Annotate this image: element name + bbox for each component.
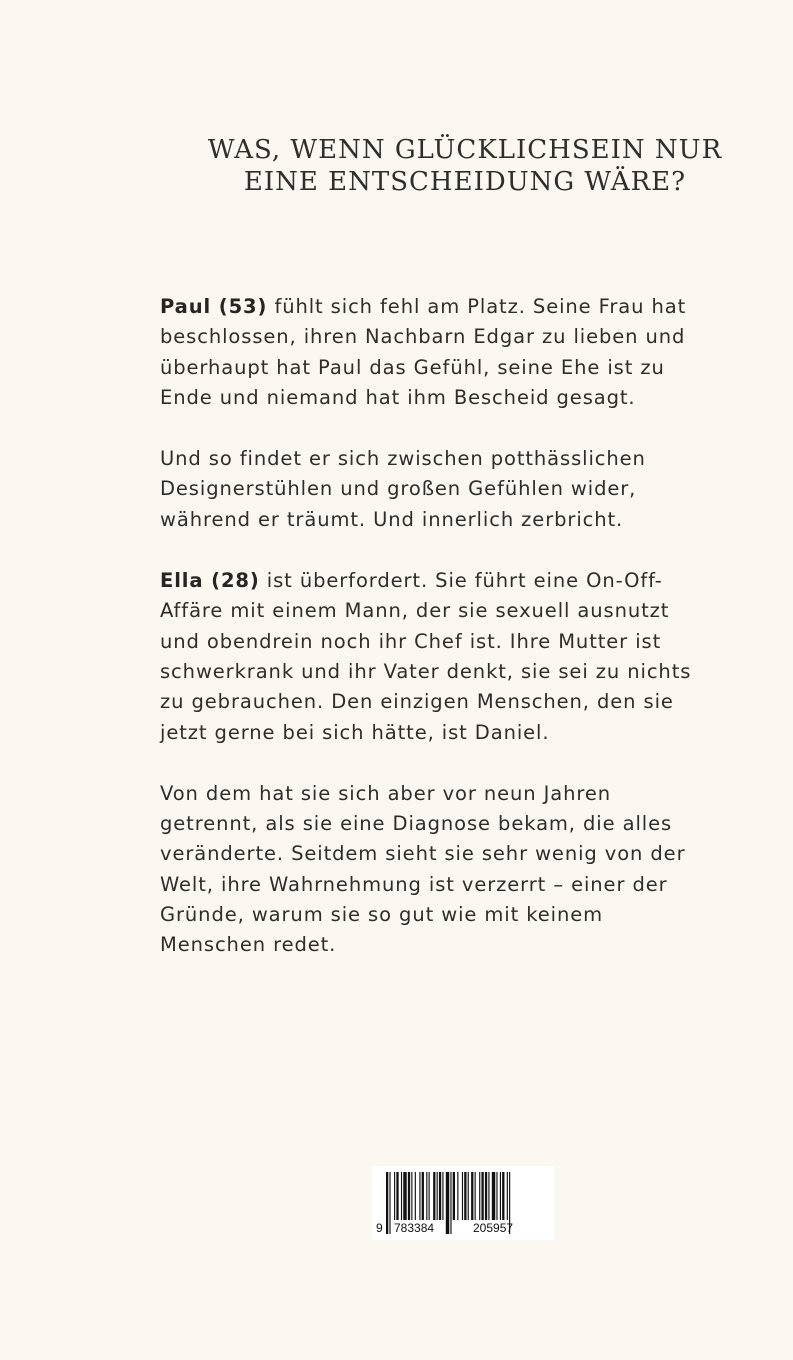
paragraph-line: beschlossen, ihren Nachbarn Edgar zu lieben und [160,325,686,349]
blurb-text [160,292,770,992]
barcode-first-digit: 9 [376,1221,383,1235]
paragraph-paul-feelings [160,444,770,535]
paragraph-ella [160,566,770,748]
paragraph-line: Welt, ihre Wahrnehmung ist verzerrt – einer der [160,872,668,896]
character-name-paul: Paul (53) [160,295,268,318]
character-name-ella: Ella (28) [160,569,260,593]
paragraph-paul [160,292,770,413]
paragraph-line: jetzt gerne bei sich hätte, ist Daniel. [160,720,550,744]
paragraph-line: Menschen redet. [160,933,337,957]
paragraph-line: Ella (28) ist überfordert. Sie führt eine On-Off- [160,569,663,593]
paragraph-line: Gründe, warum sie so gut wie mit keinem [160,903,604,927]
paragraph-line: und obendrein noch ihr Chef ist. Ihre Mutter ist [160,629,662,653]
barcode-right-digits: 205957 [473,1221,514,1235]
paragraph-line: zu gebrauchen. Den einzigen Menschen, den sie [160,690,674,714]
paragraph-line: getrennt, als sie eine Diagnose bekam, die alles [160,812,673,836]
paragraph-line: schwerkrank und ihr Vater denkt, sie sei zu nichts [160,659,692,683]
paragraph-line: Von dem hat sie sich aber vor neun Jahren [160,781,612,805]
isbn-barcode [372,1166,554,1240]
headline-line-2: EINE ENTSCHEIDUNG WÄRE? [243,167,687,197]
paragraph-line: Affäre mit einem Mann, der sie sexuell ausnutzt [160,599,670,623]
paragraph-line: veränderte. Seitdem sieht sie sehr wenig von der [160,842,686,866]
headline-line-1: WAS, WENN GLÜCKLICHSEIN NUR [207,135,723,165]
paragraph-line: Designerstühlen und großen Gefühlen wider, [160,477,637,501]
paragraph-line: Paul (53) fühlt sich fehl am Platz. Seine Frau hat [160,295,687,318]
barcode-left-digits: 783384 [394,1221,435,1235]
paragraph-line: überhaupt hat Paul das Gefühl, seine Ehe ist zu [160,355,665,379]
paragraph-line: Ende und niemand hat ihm Bescheid gesagt. [160,385,636,409]
cover-headline [160,134,770,198]
paragraph-line: Und so findet er sich zwischen potthässlichen [160,447,646,471]
paragraph-ella-past [160,779,770,961]
paragraph-line: während er träumt. Und innerlich zerbricht. [160,507,624,531]
